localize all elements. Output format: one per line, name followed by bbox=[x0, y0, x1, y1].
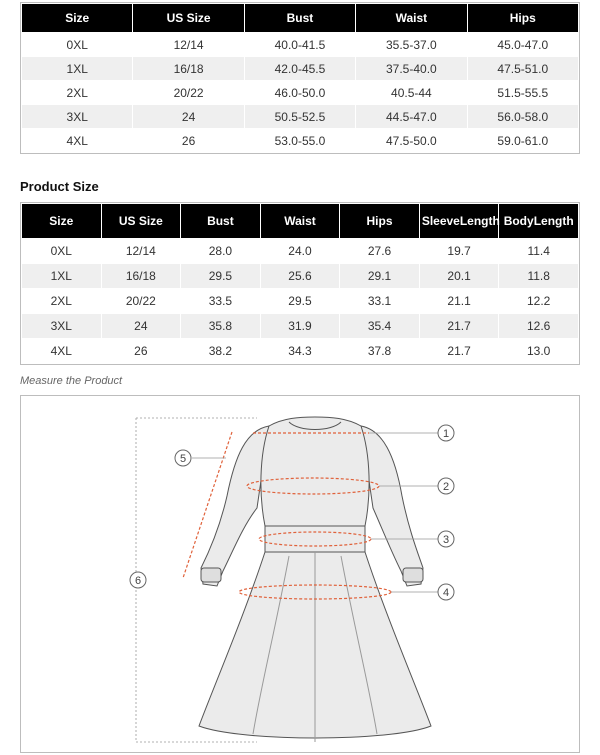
measurement-diagram bbox=[20, 395, 580, 753]
table-cell: 24.0 bbox=[261, 239, 340, 263]
product-size-table bbox=[20, 202, 580, 365]
size-chart-table bbox=[20, 2, 580, 154]
dress-illustration bbox=[21, 396, 580, 753]
table-row bbox=[22, 129, 578, 152]
table-cell: 1XL bbox=[22, 264, 101, 288]
table-cell: 16/18 bbox=[133, 57, 243, 80]
table-cell: 2XL bbox=[22, 289, 101, 313]
size-chart-header-row bbox=[22, 4, 578, 32]
table-cell: 24 bbox=[102, 314, 181, 338]
table-row bbox=[22, 264, 578, 288]
table-cell: 13.0 bbox=[499, 339, 578, 363]
column-header: Waist bbox=[261, 204, 340, 238]
table-cell: 33.5 bbox=[181, 289, 260, 313]
table-cell: 0XL bbox=[22, 33, 132, 56]
measure-caption: Measure the Product bbox=[20, 375, 123, 387]
column-header: US Size bbox=[102, 204, 181, 238]
table-cell: 20.1 bbox=[420, 264, 499, 288]
table-cell: 12/14 bbox=[102, 239, 181, 263]
table-cell: 21.1 bbox=[420, 289, 499, 313]
table-cell: 37.5-40.0 bbox=[356, 57, 466, 80]
table-row bbox=[22, 289, 578, 313]
table-cell: 42.0-45.5 bbox=[245, 57, 355, 80]
column-header: US Size bbox=[133, 4, 243, 32]
table-cell: 20/22 bbox=[102, 289, 181, 313]
column-header: Bust bbox=[245, 4, 355, 32]
marker-2 bbox=[438, 478, 454, 494]
table-cell: 29.5 bbox=[181, 264, 260, 288]
table-cell: 1XL bbox=[22, 57, 132, 80]
table-cell: 11.4 bbox=[499, 239, 578, 263]
table-cell: 44.5-47.0 bbox=[356, 105, 466, 128]
table-cell: 3XL bbox=[22, 105, 132, 128]
column-header: Waist bbox=[356, 4, 466, 32]
marker-label: 2 bbox=[442, 481, 450, 493]
column-header: Hips bbox=[468, 4, 578, 32]
table-cell: 4XL bbox=[22, 339, 101, 363]
table-row bbox=[22, 57, 578, 80]
table-cell: 47.5-50.0 bbox=[356, 129, 466, 152]
marker-3 bbox=[438, 531, 454, 547]
table-row bbox=[22, 339, 578, 363]
table-cell: 19.7 bbox=[420, 239, 499, 263]
column-header: SleeveLength bbox=[420, 204, 499, 238]
table-cell: 51.5-55.5 bbox=[468, 81, 578, 104]
table-cell: 26 bbox=[133, 129, 243, 152]
table-cell: 26 bbox=[102, 339, 181, 363]
table-cell: 21.7 bbox=[420, 339, 499, 363]
column-header: Bust bbox=[181, 204, 260, 238]
table-cell: 40.5-44 bbox=[356, 81, 466, 104]
column-header: Size bbox=[22, 4, 132, 32]
table-cell: 20/22 bbox=[133, 81, 243, 104]
table-row bbox=[22, 314, 578, 338]
table-cell: 29.1 bbox=[340, 264, 419, 288]
table-cell: 46.0-50.0 bbox=[245, 81, 355, 104]
table-cell: 37.8 bbox=[340, 339, 419, 363]
table-cell: 31.9 bbox=[261, 314, 340, 338]
table-cell: 40.0-41.5 bbox=[245, 33, 355, 56]
marker-5 bbox=[175, 450, 191, 466]
table-cell: 21.7 bbox=[420, 314, 499, 338]
marker-6 bbox=[130, 572, 146, 588]
table-cell: 12.2 bbox=[499, 289, 578, 313]
dress-drawing bbox=[199, 417, 431, 742]
table-cell: 0XL bbox=[22, 239, 101, 263]
table-cell: 50.5-52.5 bbox=[245, 105, 355, 128]
table-row bbox=[22, 239, 578, 263]
table-row bbox=[22, 105, 578, 128]
table-cell: 35.4 bbox=[340, 314, 419, 338]
right-sleeve-shape bbox=[361, 426, 423, 586]
table-cell: 33.1 bbox=[340, 289, 419, 313]
table-cell: 35.5-37.0 bbox=[356, 33, 466, 56]
table-cell: 47.5-51.0 bbox=[468, 57, 578, 80]
table-cell: 24 bbox=[133, 105, 243, 128]
table-cell: 16/18 bbox=[102, 264, 181, 288]
table-cell: 4XL bbox=[22, 129, 132, 152]
marker-label: 1 bbox=[442, 428, 450, 440]
product-size-header-row bbox=[22, 204, 578, 238]
table-cell: 35.8 bbox=[181, 314, 260, 338]
table-cell: 59.0-61.0 bbox=[468, 129, 578, 152]
table-cell: 25.6 bbox=[261, 264, 340, 288]
column-header: Hips bbox=[340, 204, 419, 238]
product-size-heading: Product Size bbox=[20, 179, 99, 194]
table-cell: 12.6 bbox=[499, 314, 578, 338]
table-cell: 56.0-58.0 bbox=[468, 105, 578, 128]
waistband-shape bbox=[265, 526, 365, 552]
marker-4 bbox=[438, 584, 454, 600]
table-cell: 28.0 bbox=[181, 239, 260, 263]
table-cell: 53.0-55.0 bbox=[245, 129, 355, 152]
table-cell: 34.3 bbox=[261, 339, 340, 363]
table-cell: 27.6 bbox=[340, 239, 419, 263]
table-row bbox=[22, 33, 578, 56]
marker-label: 5 bbox=[179, 453, 187, 465]
table-cell: 29.5 bbox=[261, 289, 340, 313]
left-sleeve-shape bbox=[201, 426, 269, 586]
marker-1 bbox=[438, 425, 454, 441]
table-cell: 3XL bbox=[22, 314, 101, 338]
column-header: BodyLength bbox=[499, 204, 578, 238]
table-row bbox=[22, 81, 578, 104]
marker-label: 6 bbox=[134, 575, 142, 587]
table-cell: 45.0-47.0 bbox=[468, 33, 578, 56]
table-cell: 11.8 bbox=[499, 264, 578, 288]
marker-label: 3 bbox=[442, 534, 450, 546]
table-cell: 12/14 bbox=[133, 33, 243, 56]
table-cell: 38.2 bbox=[181, 339, 260, 363]
marker-label: 4 bbox=[442, 587, 450, 599]
column-header: Size bbox=[22, 204, 101, 238]
table-cell: 2XL bbox=[22, 81, 132, 104]
